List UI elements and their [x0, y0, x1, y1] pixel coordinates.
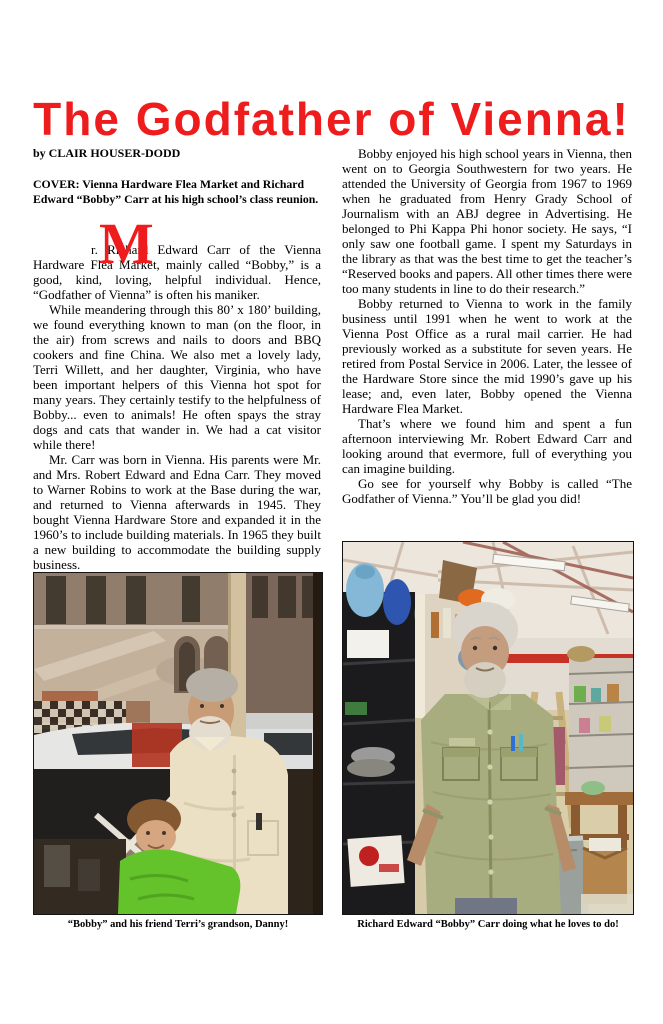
paragraph: That’s where we found him and spent a fun afternoon interviewing Mr. Robert Edward Carr and looking around that evermore, full of everything you can imagine building. — [342, 416, 632, 476]
paragraph — [33, 211, 321, 302]
paragraph-text: r. Richard Edward Carr of the Vienna Hardware Flea Market, mainly called “Bobby,” is a good, kind, loving, helpful individual. Hence, “Godfather of Vienna” is often his maniker. — [33, 242, 321, 302]
paragraph: Mr. Carr was born in Vienna. His parents were Mr. and Mrs. Robert Edward and Edna Carr. They moved to Warner Robins to work at the Base during the war, and returned to Vienna afterwards in 1945. They bought Vienna Hardware Store and expanded it in the 1960’s to include building materials. In 1965 they built a new building to accommodate the building supply business. — [33, 452, 321, 572]
paragraph: While meandering through this 80’ x 180’ building, we found everything known to man (on the floor, in the air) from screws and nails to doors and BBQ cookers and fine China. We also met a lovely lady, Terri Willett, and her daughter, Virginia, who have been important helpers of this Vienna hot spot for many years. They certainly testify to the helpfulness of Bobby... even to animals! He often spays the stray dogs and cats that wander in. We had a cat visitor while there! — [33, 302, 321, 452]
left-column-body — [33, 211, 321, 572]
left-photo — [33, 572, 323, 915]
paragraph: Bobby enjoyed his high school years in Vienna, then went on to Georgia Southwestern for two years. He attended the University of Georgia from 1967 to 1969 when he graduated from Henry Grady School of Journalism with an ABJ degree in Advertising. He belonged to Phi Kappa Phi honor society. He says, “I only saw one football game. I spent my Saturdays in the library as that was the best time to get the teacher’s “Reserved books and papers. All other times there were too many students in line to do their research.” — [342, 146, 632, 296]
drop-cap: M — [99, 211, 154, 276]
right-column-body — [342, 146, 632, 506]
left-photo-illustration — [34, 573, 322, 914]
right-photo-illustration — [343, 542, 633, 914]
paragraph: Bobby returned to Vienna to work in the family business until 1991 when he went to work at the Vienna Post Office as a rural mail carrier. He had previously worked as a substitute for seven years. He retired from Postal Service in 2006. Later, the lessee of the Hardware Store since the mid 1990’s gave up his lease; and, even later, Bobby opened the Vienna Hardware Flea Market. — [342, 296, 632, 416]
left-photo-caption: “Bobby” and his friend Terri’s grandson, Danny! — [67, 919, 289, 930]
right-photo — [342, 541, 634, 915]
page-title: The Godfather of Vienna! — [33, 93, 630, 145]
right-photo-caption: Richard Edward “Bobby” Carr doing what he loves to do! — [357, 919, 619, 930]
right-column — [342, 146, 632, 506]
paragraph: Go see for yourself why Bobby is called “The Godfather of Vienna.” You’ll be glad you did! — [342, 476, 632, 506]
left-column — [33, 146, 321, 572]
byline: by CLAIR HOUSER-DODD — [33, 146, 181, 160]
cover-note: COVER: Vienna Hardware Flea Market and Richard Edward “Bobby” Carr at his high school’s class reunion. — [33, 177, 319, 206]
